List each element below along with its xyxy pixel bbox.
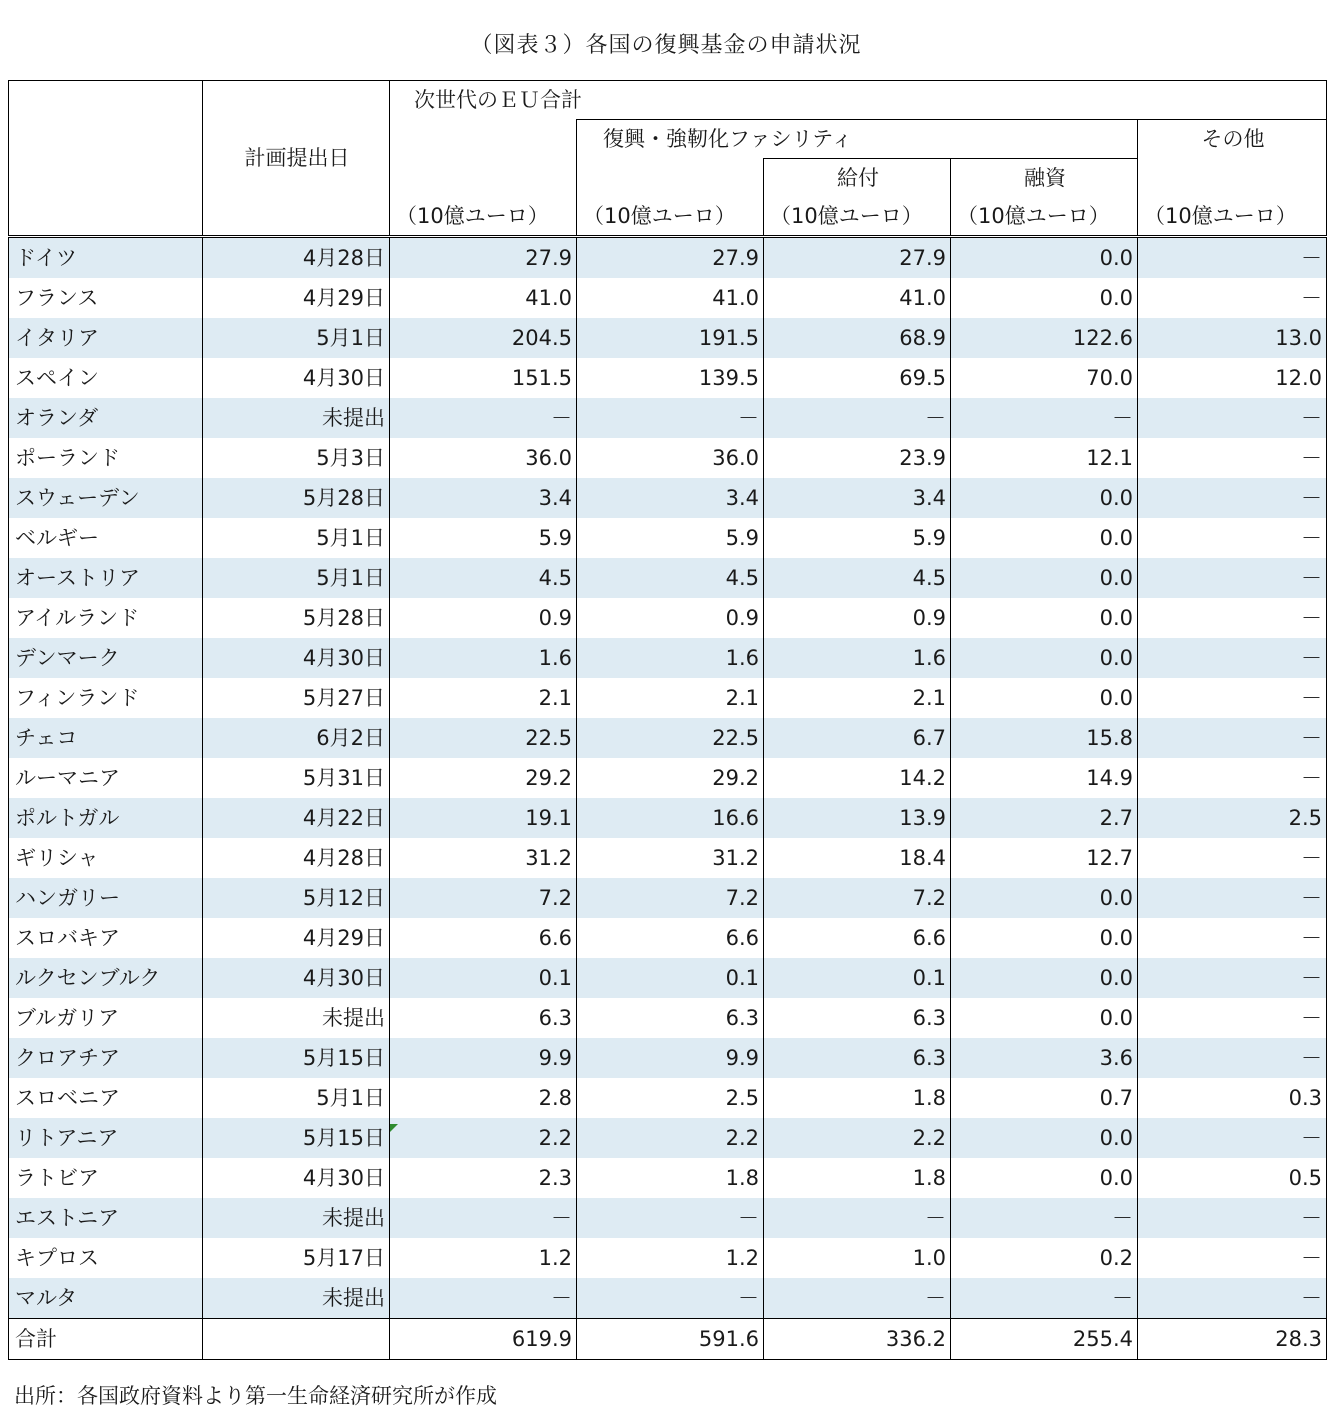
cell-loan: 0.0 [951, 1118, 1138, 1158]
header-date: 計画提出日 [203, 81, 390, 237]
cell-date: 5月15日 [203, 1118, 390, 1158]
header-ngeu: 次世代のＥＵ合計 [390, 81, 1327, 120]
cell-other: － [1138, 278, 1327, 318]
cell-date: 4月30日 [203, 958, 390, 998]
cell-other: － [1138, 758, 1327, 798]
cell-ngeu: 19.1 [390, 798, 577, 838]
cell-loan: － [951, 1278, 1138, 1319]
cell-country: ベルギー [9, 518, 203, 558]
cell-grant: 6.3 [764, 1038, 951, 1078]
cell-rrf: 36.0 [577, 438, 764, 478]
cell-other: － [1138, 478, 1327, 518]
cell-date: 5月1日 [203, 318, 390, 358]
cell-other: － [1138, 237, 1327, 279]
table-row [9, 1118, 1327, 1158]
header-rrf-spacer [577, 159, 764, 198]
cell-other: 13.0 [1138, 318, 1327, 358]
cell-country: クロアチア [9, 1038, 203, 1078]
cell-date: 5月1日 [203, 1078, 390, 1118]
cell-grant: 13.9 [764, 798, 951, 838]
header-rrf: 復興・強靭化ファシリティ [577, 120, 1138, 159]
cell-loan: 14.9 [951, 758, 1138, 798]
cell-rrf: 0.1 [577, 958, 764, 998]
cell-ngeu: 0.1 [390, 958, 577, 998]
recovery-fund-table [8, 80, 1327, 1360]
table-row [9, 598, 1327, 638]
cell-ngeu: 2.1 [390, 678, 577, 718]
cell-date: 未提出 [203, 998, 390, 1038]
cell-rrf: 1.2 [577, 1238, 764, 1278]
unit-ngeu: （10億ユーロ） [390, 197, 577, 237]
cell-other: － [1138, 518, 1327, 558]
cell-loan: 0.2 [951, 1238, 1138, 1278]
table-row [9, 318, 1327, 358]
cell-ngeu: 151.5 [390, 358, 577, 398]
cell-date: 5月1日 [203, 518, 390, 558]
cell-grant: 1.0 [764, 1238, 951, 1278]
table-row [9, 678, 1327, 718]
cell-date: 5月17日 [203, 1238, 390, 1278]
cell-other: － [1138, 1238, 1327, 1278]
cell-other: － [1138, 638, 1327, 678]
cell-other: 2.5 [1138, 798, 1327, 838]
cell-other: 0.3 [1138, 1078, 1327, 1118]
cell-date: 5月15日 [203, 1038, 390, 1078]
cell-loan: 0.0 [951, 678, 1138, 718]
table-row [9, 1038, 1327, 1078]
cell-date: 4月29日 [203, 278, 390, 318]
cell-rrf: 2.2 [577, 1118, 764, 1158]
total-cell-country: 合計 [9, 1319, 203, 1360]
cell-ngeu: 22.5 [390, 718, 577, 758]
cell-other: － [1138, 918, 1327, 958]
cell-loan: 12.7 [951, 838, 1138, 878]
cell-grant: 3.4 [764, 478, 951, 518]
cell-rrf: － [577, 1278, 764, 1319]
cell-other: － [1138, 598, 1327, 638]
cell-country: ポーランド [9, 438, 203, 478]
cell-loan: 0.0 [951, 998, 1138, 1038]
cell-grant: 27.9 [764, 237, 951, 279]
table-row [9, 518, 1327, 558]
table-row [9, 838, 1327, 878]
cell-country: イタリア [9, 318, 203, 358]
cell-loan: 0.0 [951, 278, 1138, 318]
cell-grant: 14.2 [764, 758, 951, 798]
cell-ngeu: 204.5 [390, 318, 577, 358]
cell-ngeu: － [390, 1198, 577, 1238]
cell-other: － [1138, 958, 1327, 998]
cell-grant: 6.6 [764, 918, 951, 958]
cell-other: － [1138, 398, 1327, 438]
cell-country: ブルガリア [9, 998, 203, 1038]
cell-date: 4月29日 [203, 918, 390, 958]
header-other: その他 [1138, 120, 1327, 159]
cell-date: 5月31日 [203, 758, 390, 798]
table-row [9, 798, 1327, 838]
table-row [9, 478, 1327, 518]
header-ngeu-spacer [390, 120, 577, 159]
cell-date: 4月28日 [203, 838, 390, 878]
cell-rrf: 191.5 [577, 318, 764, 358]
cell-other: － [1138, 718, 1327, 758]
cell-ngeu: － [390, 1278, 577, 1319]
cell-rrf: － [577, 398, 764, 438]
cell-ngeu: 1.2 [390, 1238, 577, 1278]
cell-country: スロベニア [9, 1078, 203, 1118]
cell-rrf: 27.9 [577, 237, 764, 279]
cell-rrf: 41.0 [577, 278, 764, 318]
table-row [9, 718, 1327, 758]
table-row [9, 278, 1327, 318]
cell-country: エストニア [9, 1198, 203, 1238]
cell-grant: － [764, 1198, 951, 1238]
table-row [9, 878, 1327, 918]
table-row [9, 758, 1327, 798]
cell-ngeu: 41.0 [390, 278, 577, 318]
cell-loan: 12.1 [951, 438, 1138, 478]
cell-grant: 1.6 [764, 638, 951, 678]
total-cell-grant: 336.2 [764, 1319, 951, 1360]
cell-ngeu: 7.2 [390, 878, 577, 918]
cell-date: 5月28日 [203, 478, 390, 518]
cell-rrf: 22.5 [577, 718, 764, 758]
cell-other: － [1138, 1198, 1327, 1238]
cell-grant: 7.2 [764, 878, 951, 918]
cell-loan: 0.0 [951, 878, 1138, 918]
cell-country: デンマーク [9, 638, 203, 678]
cell-rrf: 3.4 [577, 478, 764, 518]
cell-grant: 2.2 [764, 1118, 951, 1158]
cell-loan: － [951, 398, 1138, 438]
table-row [9, 1158, 1327, 1198]
cell-rrf: 31.2 [577, 838, 764, 878]
cell-grant: 69.5 [764, 358, 951, 398]
cell-comment-marker [390, 1124, 398, 1132]
cell-ngeu: 4.5 [390, 558, 577, 598]
cell-rrf: 29.2 [577, 758, 764, 798]
cell-other: － [1138, 1118, 1327, 1158]
cell-rrf: 7.2 [577, 878, 764, 918]
table-row [9, 1278, 1327, 1319]
cell-loan: 15.8 [951, 718, 1138, 758]
total-cell-date [203, 1319, 390, 1360]
header-loan: 融資 [951, 159, 1138, 198]
cell-ngeu: 5.9 [390, 518, 577, 558]
cell-other: － [1138, 678, 1327, 718]
cell-rrf: 0.9 [577, 598, 764, 638]
table-row [9, 958, 1327, 998]
unit-grant: （10億ユーロ） [764, 197, 951, 237]
unit-rrf: （10億ユーロ） [577, 197, 764, 237]
cell-date: 4月22日 [203, 798, 390, 838]
cell-rrf: 5.9 [577, 518, 764, 558]
cell-grant: 1.8 [764, 1078, 951, 1118]
cell-grant: 1.8 [764, 1158, 951, 1198]
header-grant: 給付 [764, 159, 951, 198]
cell-grant: 4.5 [764, 558, 951, 598]
cell-country: スペイン [9, 358, 203, 398]
cell-country: ポルトガル [9, 798, 203, 838]
cell-grant: 6.7 [764, 718, 951, 758]
cell-date: 5月27日 [203, 678, 390, 718]
cell-date: 4月30日 [203, 638, 390, 678]
cell-grant: 6.3 [764, 998, 951, 1038]
cell-ngeu: 31.2 [390, 838, 577, 878]
cell-country: スロバキア [9, 918, 203, 958]
cell-date: 4月30日 [203, 1158, 390, 1198]
cell-date: 4月30日 [203, 358, 390, 398]
cell-ngeu: － [390, 398, 577, 438]
header-ngeu-spacer-2 [390, 159, 577, 198]
cell-date: 未提出 [203, 1278, 390, 1319]
cell-ngeu: 0.9 [390, 598, 577, 638]
cell-other: － [1138, 438, 1327, 478]
cell-ngeu: 6.6 [390, 918, 577, 958]
cell-grant: 41.0 [764, 278, 951, 318]
cell-loan: 0.0 [951, 598, 1138, 638]
cell-rrf: 2.1 [577, 678, 764, 718]
table-row [9, 358, 1327, 398]
cell-country: キプロス [9, 1238, 203, 1278]
table-row [9, 558, 1327, 598]
cell-date: 5月12日 [203, 878, 390, 918]
cell-loan: 0.7 [951, 1078, 1138, 1118]
cell-country: ルクセンブルク [9, 958, 203, 998]
cell-ngeu: 36.0 [390, 438, 577, 478]
cell-rrf: 9.9 [577, 1038, 764, 1078]
cell-rrf: 1.6 [577, 638, 764, 678]
cell-other: － [1138, 1278, 1327, 1319]
cell-grant: － [764, 398, 951, 438]
table-row [9, 237, 1327, 279]
cell-other: － [1138, 878, 1327, 918]
cell-country: フィンランド [9, 678, 203, 718]
table-row [9, 1238, 1327, 1278]
cell-loan: 3.6 [951, 1038, 1138, 1078]
cell-ngeu: 2.3 [390, 1158, 577, 1198]
cell-loan: 0.0 [951, 237, 1138, 279]
cell-loan: 0.0 [951, 478, 1138, 518]
cell-other: － [1138, 558, 1327, 598]
cell-loan: 0.0 [951, 518, 1138, 558]
cell-ngeu: 2.8 [390, 1078, 577, 1118]
cell-grant: 68.9 [764, 318, 951, 358]
cell-country: スウェーデン [9, 478, 203, 518]
cell-country: ドイツ [9, 237, 203, 279]
cell-other: － [1138, 1038, 1327, 1078]
total-cell-loan: 255.4 [951, 1319, 1138, 1360]
table-row [9, 918, 1327, 958]
unit-loan: （10億ユーロ） [951, 197, 1138, 237]
cell-rrf: 6.3 [577, 998, 764, 1038]
cell-date: 5月3日 [203, 438, 390, 478]
cell-country: ハンガリー [9, 878, 203, 918]
cell-rrf: 16.6 [577, 798, 764, 838]
cell-loan: 0.0 [951, 958, 1138, 998]
cell-country: マルタ [9, 1278, 203, 1319]
cell-country: ルーマニア [9, 758, 203, 798]
cell-loan: 0.0 [951, 638, 1138, 678]
cell-country: アイルランド [9, 598, 203, 638]
table-row [9, 398, 1327, 438]
cell-loan: 122.6 [951, 318, 1138, 358]
cell-grant: 2.1 [764, 678, 951, 718]
cell-other: 12.0 [1138, 358, 1327, 398]
cell-grant: 0.1 [764, 958, 951, 998]
cell-country: オランダ [9, 398, 203, 438]
table-row [9, 1078, 1327, 1118]
cell-country: チェコ [9, 718, 203, 758]
total-row [9, 1319, 1327, 1360]
cell-date: 4月28日 [203, 237, 390, 279]
cell-loan: － [951, 1198, 1138, 1238]
cell-grant: 23.9 [764, 438, 951, 478]
cell-ngeu: 27.9 [390, 237, 577, 279]
cell-country: ギリシャ [9, 838, 203, 878]
cell-other: － [1138, 998, 1327, 1038]
table-row [9, 638, 1327, 678]
table-row [9, 998, 1327, 1038]
table-row [9, 1198, 1327, 1238]
cell-rrf: 139.5 [577, 358, 764, 398]
cell-rrf: － [577, 1198, 764, 1238]
cell-loan: 0.0 [951, 1158, 1138, 1198]
cell-grant: 5.9 [764, 518, 951, 558]
header-country-blank [9, 81, 203, 237]
table-body [9, 237, 1327, 1360]
cell-country: ラトビア [9, 1158, 203, 1198]
cell-date: 未提出 [203, 1198, 390, 1238]
cell-ngeu: 2.2 [390, 1118, 577, 1158]
cell-grant: 18.4 [764, 838, 951, 878]
cell-country: リトアニア [9, 1118, 203, 1158]
cell-ngeu: 29.2 [390, 758, 577, 798]
header-other-spacer [1138, 159, 1327, 198]
cell-date: 6月2日 [203, 718, 390, 758]
total-cell-other: 28.3 [1138, 1319, 1327, 1360]
cell-ngeu: 3.4 [390, 478, 577, 518]
cell-grant: 0.9 [764, 598, 951, 638]
cell-loan: 2.7 [951, 798, 1138, 838]
table-header [9, 81, 1327, 237]
cell-ngeu: 1.6 [390, 638, 577, 678]
total-cell-rrf: 591.6 [577, 1319, 764, 1360]
cell-date: 5月28日 [203, 598, 390, 638]
cell-rrf: 4.5 [577, 558, 764, 598]
cell-grant: － [764, 1278, 951, 1319]
source-note: 出所：各国政府資料より第一生命経済研究所が作成 [14, 1384, 497, 1408]
table-title: （図表３）各国の復興基金の申請状況 [470, 33, 862, 58]
cell-rrf: 6.6 [577, 918, 764, 958]
cell-rrf: 2.5 [577, 1078, 764, 1118]
cell-ngeu: 6.3 [390, 998, 577, 1038]
cell-date: 5月1日 [203, 558, 390, 598]
cell-loan: 70.0 [951, 358, 1138, 398]
cell-other: 0.5 [1138, 1158, 1327, 1198]
cell-country: フランス [9, 278, 203, 318]
table-row [9, 438, 1327, 478]
total-cell-ngeu: 619.9 [390, 1319, 577, 1360]
unit-other: （10億ユーロ） [1138, 197, 1327, 237]
cell-loan: 0.0 [951, 558, 1138, 598]
cell-loan: 0.0 [951, 918, 1138, 958]
cell-rrf: 1.8 [577, 1158, 764, 1198]
cell-country: オーストリア [9, 558, 203, 598]
cell-ngeu: 9.9 [390, 1038, 577, 1078]
cell-date: 未提出 [203, 398, 390, 438]
cell-other: － [1138, 838, 1327, 878]
